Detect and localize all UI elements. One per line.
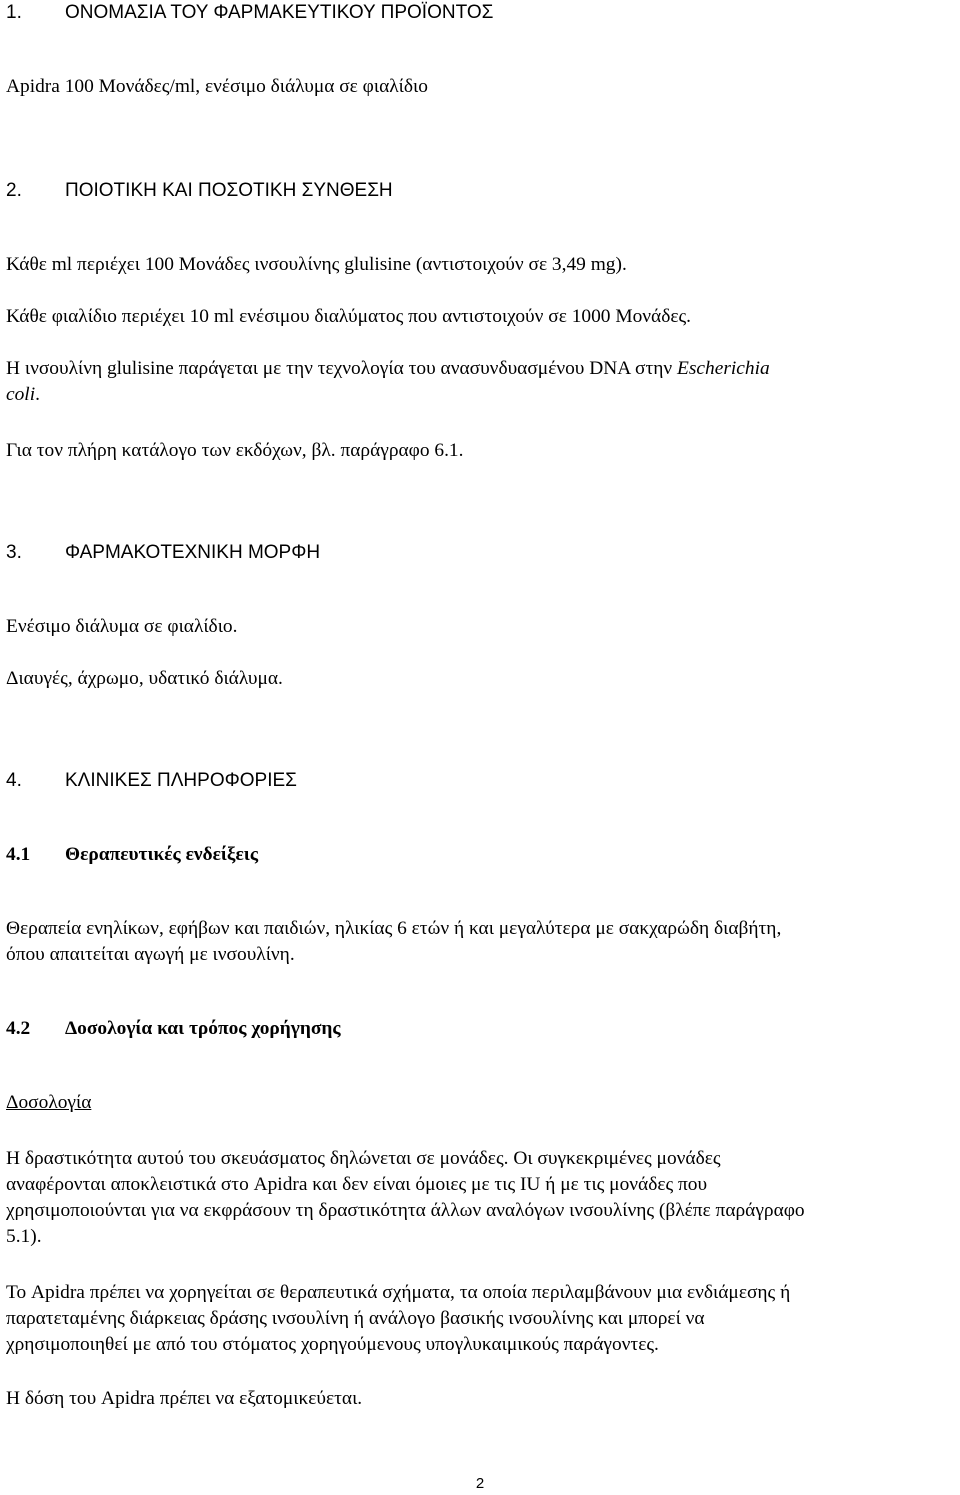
organism-name-cont: coli — [6, 384, 36, 405]
subsection-number: 4.1 — [6, 844, 31, 865]
section-title: ΚΛΙΝΙΚΕΣ ΠΛΗΡΟΦΟΡΙΕΣ — [65, 770, 297, 791]
section-4-heading — [6, 768, 297, 794]
organism-name: Escherichia — [677, 358, 770, 379]
subsection-number: 4.2 — [6, 1018, 31, 1039]
subsection-4-1-heading — [6, 842, 258, 868]
dosage-para-2-line-1: Το Apidra πρέπει να χορηγείται σε θεραπευτικά σχήματα, τα οποία περιλαμβάνουν μια ενδιάμεσης ή — [6, 1282, 791, 1303]
subsection-title: Δοσολογία και τρόπος χορήγησης — [65, 1018, 341, 1039]
section-title: ΟΝΟΜΑΣΙΑ ΤΟΥ ΦΑΡΜΑΚΕΥΤΙΚΟΥ ΠΡΟΪΟΝΤΟΣ — [65, 2, 494, 23]
product-name: Apidra 100 Μονάδες/ml, ενέσιμο διάλυμα σε φιαλίδιο — [6, 76, 428, 97]
composition-line-3 — [6, 356, 770, 382]
section-number: 4. — [6, 770, 22, 791]
dosage-para-1-line-2: αναφέρονται αποκλειστικά στο Apidra και δεν είναι όμοιες με τις IU ή με τις μονάδες που — [6, 1174, 708, 1195]
section-3-heading — [6, 540, 320, 566]
composition-line-2: Κάθε φιαλίδιο περιέχει 10 ml ενέσιμου διαλύματος που αντιστοιχούν σε 1000 Μονάδες. — [6, 306, 691, 327]
excipients-reference: Για τον πλήρη κατάλογο των εκδόχων, βλ. παράγραφο 6.1. — [6, 440, 464, 461]
section-2-heading — [6, 178, 393, 204]
dosage-para-2-line-2: παρατεταμένης διάρκειας δράσης ινσουλίνη ή ανάλογο βασικής ινσουλίνης και μπορεί να — [6, 1308, 705, 1329]
section-number: 3. — [6, 542, 22, 563]
dosage-para-3: Η δόση του Apidra πρέπει να εξατομικεύεται. — [6, 1388, 363, 1409]
dosage-para-1-line-4: 5.1). — [6, 1226, 42, 1247]
composition-line-4 — [6, 382, 40, 408]
indication-line-2: όπου απαιτείται αγωγή με ινσουλίνη. — [6, 944, 295, 965]
composition-text: Η ινσουλίνη glulisine παράγεται με την τεχνολογία του ανασυνδυασμένου DNA στην — [6, 358, 678, 379]
dosage-para-1-line-1: Η δραστικότητα αυτού του σκευάσματος δηλώνεται σε μονάδες. Οι συγκεκριμένες μονάδες — [6, 1148, 721, 1169]
section-title: ΠΟΙΟΤΙΚΗ ΚΑΙ ΠΟΣΟΤΙΚΗ ΣΥΝΘΕΣΗ — [65, 180, 393, 201]
period: . — [35, 384, 40, 405]
dosage-para-1-line-3: χρησιμοποιούνται για να εκφράσουν τη δραστικότητα άλλων αναλόγων ινσουλίνης (βλέπε παράγραφο — [6, 1200, 805, 1221]
section-1-heading — [6, 0, 493, 26]
subsection-4-2-heading — [6, 1016, 341, 1042]
subsection-title: Θεραπευτικές ενδείξεις — [65, 844, 258, 865]
composition-line-1: Κάθε ml περιέχει 100 Μονάδες ινσουλίνης glulisine (αντιστοιχούν σε 3,49 mg). — [6, 254, 627, 275]
section-number: 2. — [6, 180, 22, 201]
section-number: 1. — [6, 2, 22, 23]
page-number: 2 — [475, 1475, 485, 1492]
form-line-1: Ενέσιμο διάλυμα σε φιαλίδιο. — [6, 616, 238, 637]
dosage-para-2-line-3: χρησιμοποιηθεί με από του στόματος χορηγούμενους υπογλυκαιμικούς παράγοντες. — [6, 1334, 659, 1355]
dosage-heading: Δοσολογία — [6, 1092, 92, 1113]
section-title: ΦΑΡΜΑΚΟΤΕΧΝΙΚΗ ΜΟΡΦΗ — [65, 542, 321, 563]
indication-line-1: Θεραπεία ενηλίκων, εφήβων και παιδιών, ηλικίας 6 ετών ή και μεγαλύτερα με σακχαρώδη διαβήτη, — [6, 918, 782, 939]
form-line-2: Διαυγές, άχρωμο, υδατικό διάλυμα. — [6, 668, 283, 689]
